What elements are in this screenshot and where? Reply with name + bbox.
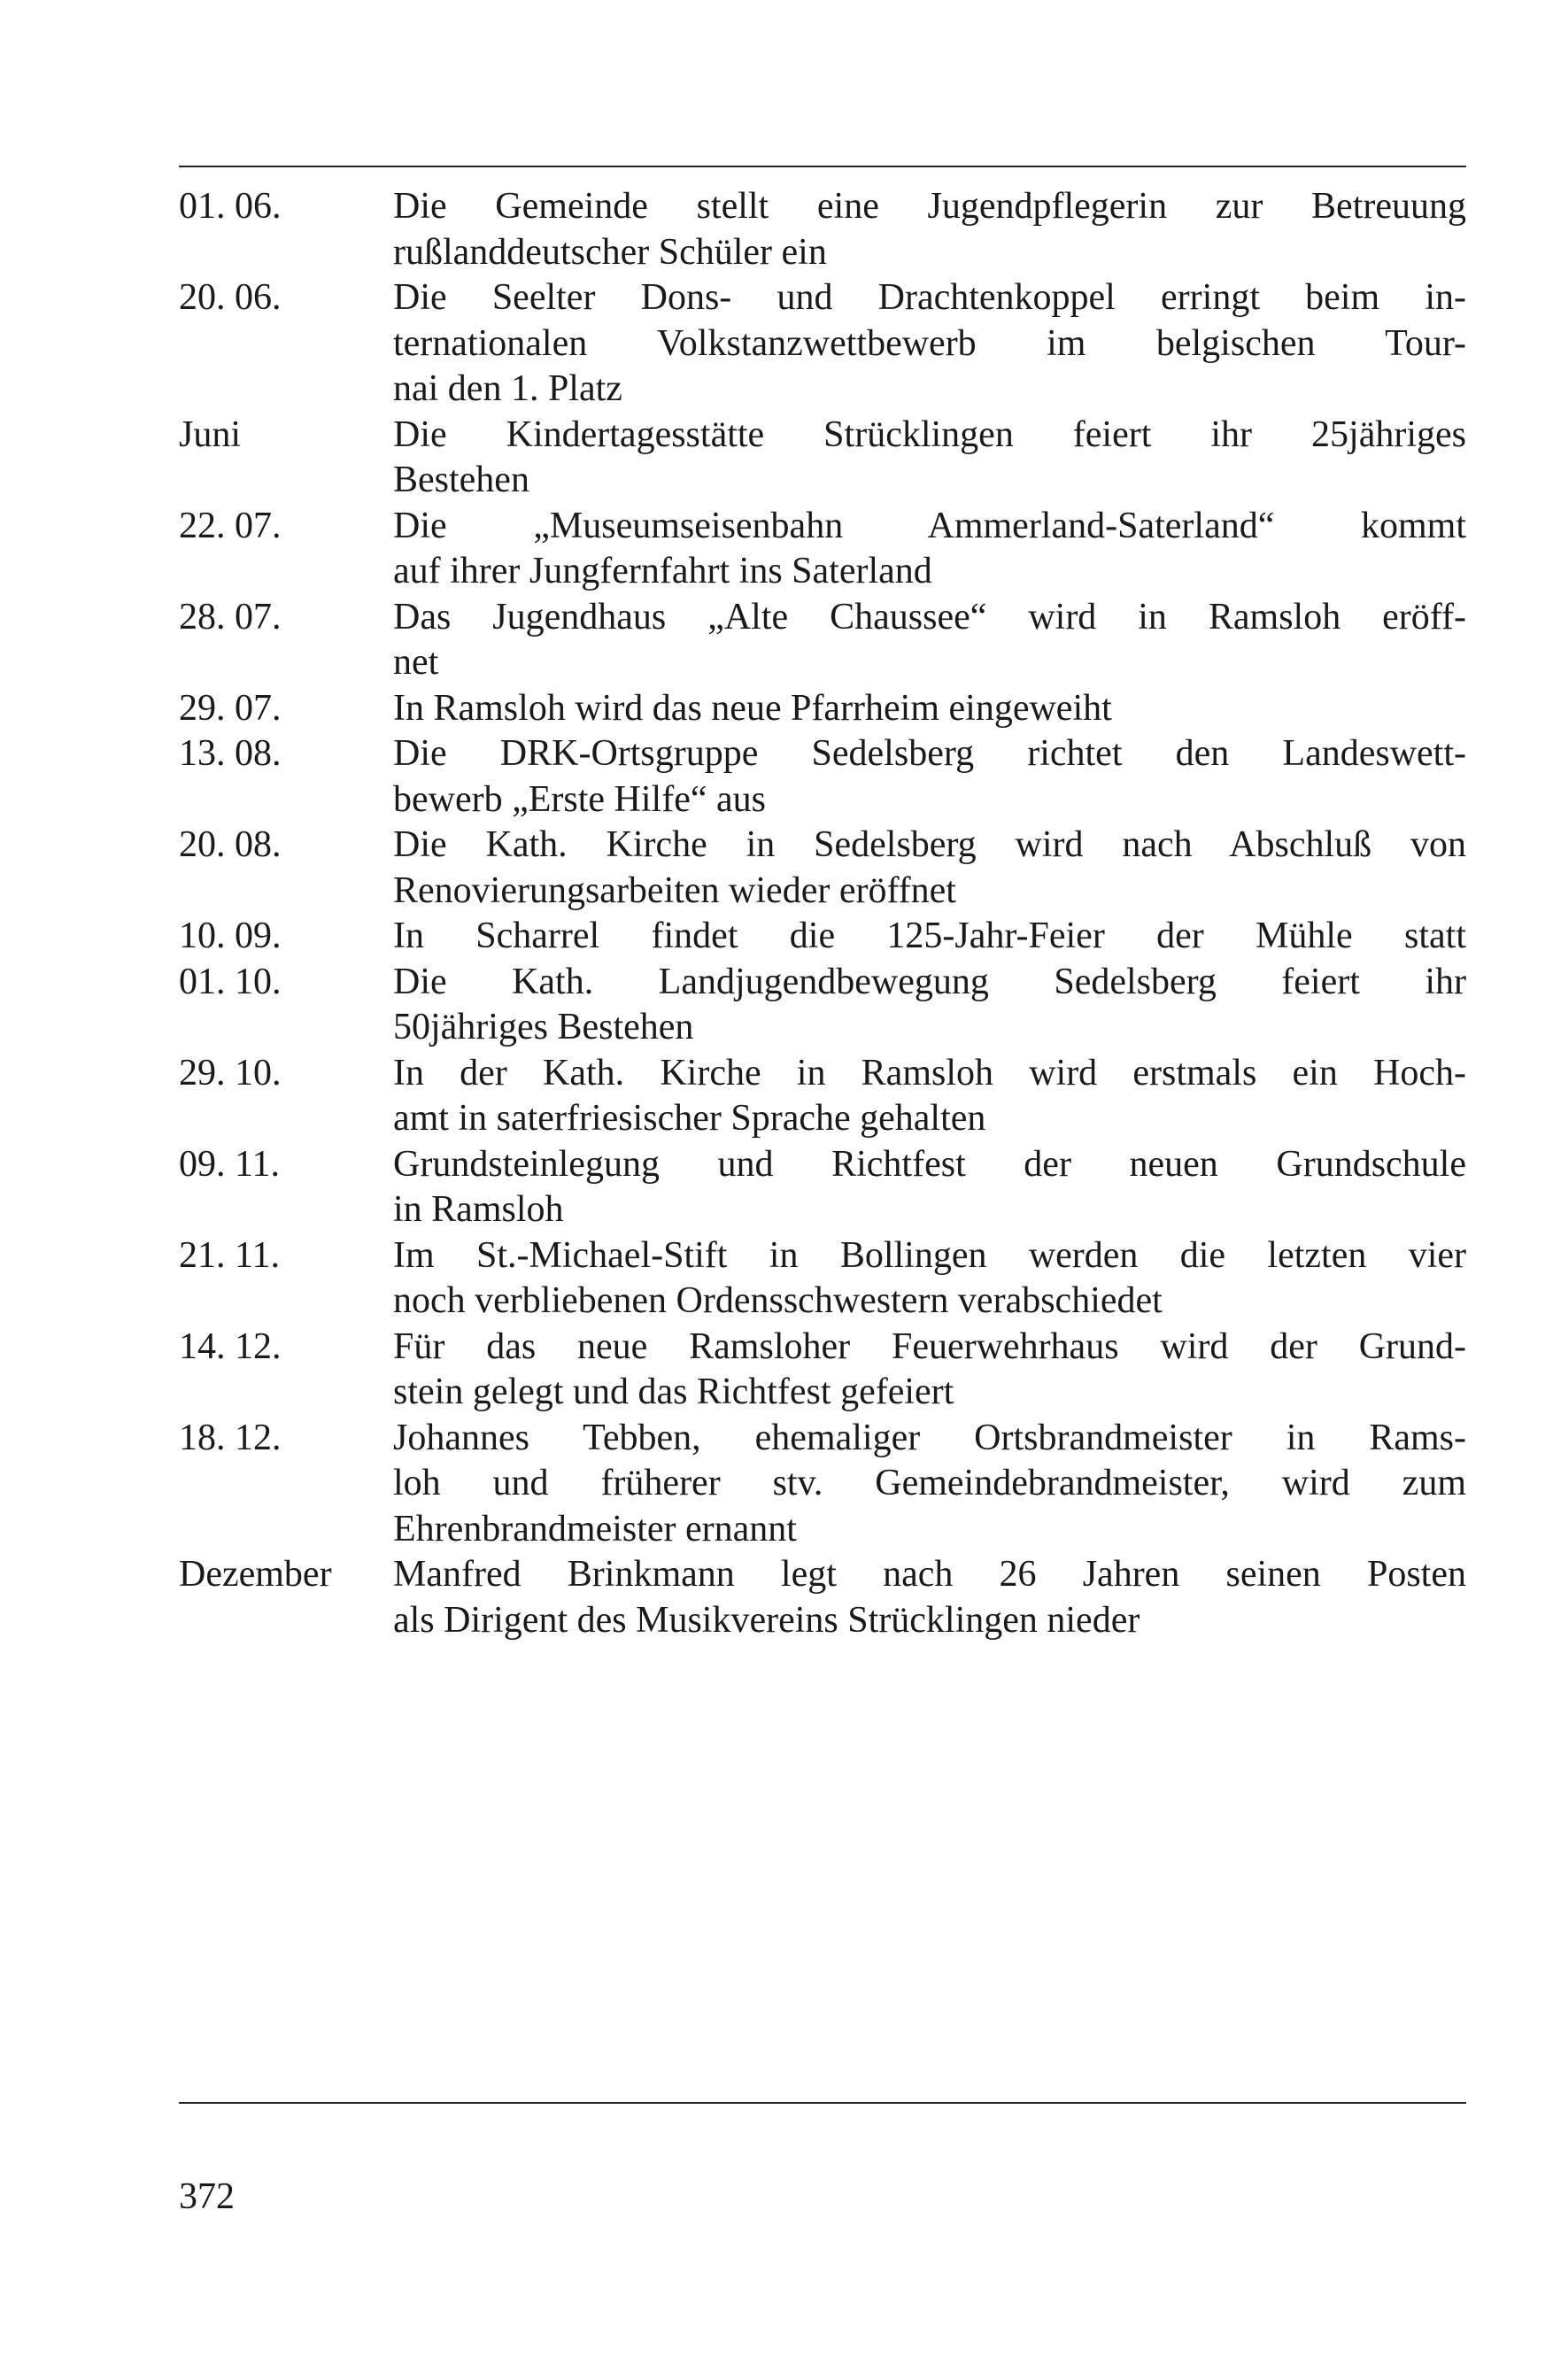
entry-date: 22. 07. [179,505,282,546]
entry-description-line: Bestehen [393,460,529,500]
entry-description-line: Die Kath. Landjugendbewegung Sedelsberg feiert ihr [393,961,1466,1002]
entry-description-line: Johannes Tebben, ehemaliger Ortsbrandmeister in Rams- [393,1417,1466,1458]
top-rule [179,166,1466,167]
entry-date: 20. 08. [179,824,282,865]
chronology-entry [179,184,1466,275]
entry-description-line: Die Seelter Dons- und Drachtenkoppel erringt beim in- [393,277,1466,318]
page-number: 372 [179,2176,235,2217]
entry-description [393,960,1466,1051]
entry-date: 29. 10. [179,1052,282,1093]
chronology-entry [179,731,1466,823]
entry-date: 28. 07. [179,596,282,638]
bottom-rule [179,2102,1466,2104]
entry-description [393,686,1466,732]
chronology-entry [179,1051,1466,1142]
entry-date: 01. 10. [179,961,282,1002]
chronology-entry [179,1416,1466,1553]
entry-description [393,595,1466,686]
entry-description-line: net [393,642,439,683]
entry-description-line: Für das neue Ramsloher Feuerwehrhaus wird der Grund- [393,1325,1466,1367]
entry-description-line: Die Kindertagesstätte Strücklingen feiert ihr 25jähriges [393,413,1466,455]
entry-description-line: Grundsteinlegung und Richtfest der neuen Grundschule [393,1143,1466,1185]
chronology-entry [179,504,1466,595]
entry-date: 18. 12. [179,1417,282,1458]
entry-description-line: Im St.-Michael-Stift in Bollingen werden die letzten vier [393,1234,1466,1276]
chronology-entry [179,960,1466,1051]
chronology-entry [179,1325,1466,1416]
chronology-entry [179,275,1466,413]
entry-description-line: 50jähriges Bestehen [393,1007,694,1047]
entry-description-line: noch verbliebenen Ordensschwestern verabschiedet [393,1280,1163,1321]
entry-description-line: bewerb „Erste Hilfe“ aus [393,778,766,820]
entry-description [393,275,1466,413]
entry-description-line: Die Kath. Kirche in Sedelsberg wird nach Abschluß von [393,824,1466,865]
chronology-list [179,184,1466,1643]
entry-description-line: Die Gemeinde stellt eine Jugendpflegerin zur Betreuung [393,186,1466,227]
entry-description-line: in Ramsloh [393,1189,564,1230]
entry-date: 14. 12. [179,1325,282,1367]
entry-description-line: Die DRK-Ortsgruppe Sedelsberg richtet den Landeswett- [393,733,1466,774]
entry-description [393,413,1466,504]
entry-date: 29. 07. [179,687,282,729]
entry-description-line: In Scharrel findet die 125-Jahr-Feier der Mühle statt [393,916,1466,956]
entry-description-line: Ehrenbrandmeister ernannt [393,1508,797,1549]
entry-description [393,184,1466,275]
entry-description [393,1142,1466,1233]
chronology-entry [179,914,1466,960]
entry-description-line: loh und früherer stv. Gemeindebrandmeister, wird zum [393,1463,1466,1503]
chronology-entry [179,595,1466,686]
entry-description [393,504,1466,595]
entry-date: 20. 06. [179,277,282,318]
entry-date: 21. 11. [179,1234,280,1276]
entry-description-line: In der Kath. Kirche in Ramsloh wird erstmals ein Hoch- [393,1052,1466,1093]
entry-description [393,1325,1466,1416]
chronology-entry [179,823,1466,914]
chronology-entry [179,686,1466,732]
entry-description-line: stein gelegt und das Richtfest gefeiert [393,1372,954,1412]
entry-date: 01. 06. [179,186,282,227]
entry-description-line: ternationalen Volkstanzwettbewerb im belgischen Tour- [393,322,1466,364]
entry-description-line: In Ramsloh wird das neue Pfarrheim eingeweiht [393,687,1112,729]
entry-description [393,1233,1466,1325]
entry-description-line: Die „Museumseisenbahn Ammerland-Saterland“ kommt [393,505,1466,546]
entry-description-line: als Dirigent des Musikvereins Strücklingen nieder [393,1599,1140,1641]
entry-description-line: auf ihrer Jungfernfahrt ins Saterland [393,551,932,591]
entry-description-line: rußlanddeutscher Schüler ein [393,231,827,273]
entry-description [393,823,1466,914]
entry-date: Dezember [179,1554,332,1595]
chronology-entry [179,413,1466,504]
chronology-entry [179,1552,1466,1643]
chronology-entry [179,1142,1466,1233]
entry-description-line: Renovierungsarbeiten wieder eröffnet [393,869,956,911]
entry-description-line: amt in saterfriesischer Sprache gehalten [393,1098,986,1139]
chronology-entry [179,1233,1466,1325]
entry-description [393,1552,1466,1643]
entry-description [393,914,1466,960]
entry-description [393,1416,1466,1553]
entry-description-line: Manfred Brinkmann legt nach 26 Jahren seinen Posten [393,1554,1466,1595]
entry-date: Juni [179,413,242,455]
entry-description-line: Das Jugendhaus „Alte Chaussee“ wird in Ramsloh eröff- [393,596,1466,638]
entry-description [393,1051,1466,1142]
entry-date: 10. 09. [179,916,282,956]
entry-description [393,731,1466,823]
entry-description-line: nai den 1. Platz [393,368,622,409]
entry-date: 13. 08. [179,733,282,774]
entry-date: 09. 11. [179,1143,280,1185]
